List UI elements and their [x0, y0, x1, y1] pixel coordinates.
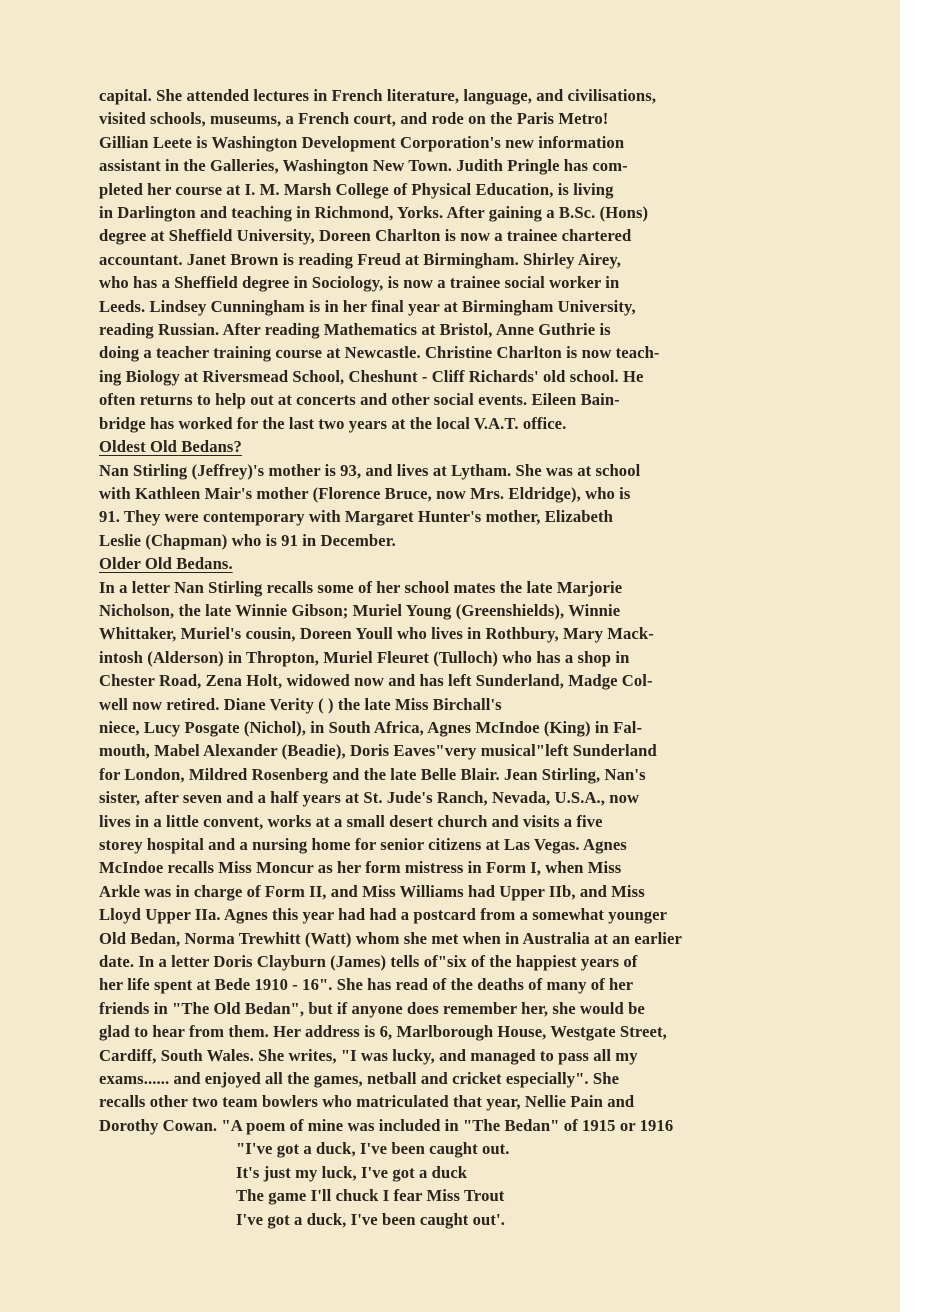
text-line: accountant. Janet Brown is reading Freud at Birmingham. Shirley Airey, — [99, 249, 622, 269]
text-line: degree at Sheffield University, Doreen Charlton is now a trainee chartered — [99, 226, 632, 246]
text-line: Whittaker, Muriel's cousin, Doreen Youll who lives in Rothbury, Mary Mack- — [99, 624, 654, 644]
text-line: her life spent at Bede 1910 - 16". She has read of the deaths of many of her — [99, 975, 634, 995]
poem-line: I've got a duck, I've been caught out'. — [236, 1209, 505, 1229]
article-body — [99, 84, 839, 1231]
text-line: storey hospital and a nursing home for senior citizens at Las Vegas. Agnes — [99, 835, 627, 854]
text-line: Chester Road, Zena Holt, widowed now and has left Sunderland, Madge Col- — [99, 671, 653, 691]
poem-line: It's just my luck, I've got a duck — [236, 1162, 468, 1182]
text-line: who has a Sheffield degree in Sociology, is now a trainee social worker in — [99, 273, 620, 293]
text-line: Dorothy Cowan. "A poem of mine was included in "The Bedan" of 1915 or 1916 — [99, 1115, 674, 1135]
text-line: capital. She attended lectures in French literature, language, and civilisations, — [99, 86, 657, 105]
section-heading-older: Older Old Bedans. — [99, 554, 233, 574]
text-line: Cardiff, South Wales. She writes, "I was lucky, and managed to pass all my — [99, 1045, 638, 1065]
text-line: intosh (Alderson) in Thropton, Muriel Fleuret (Tulloch) who has a shop in — [99, 647, 630, 667]
text-line: sister, after seven and a half years at St. Jude's Ranch, Nevada, U.S.A., now — [99, 788, 640, 808]
text-line: doing a teacher training course at Newcastle. Christine Charlton is now teach- — [99, 343, 660, 363]
text-line: lives in a little convent, works at a small desert church and visits a five — [99, 811, 603, 831]
text-line: well now retired. Diane Verity ( ) the late Miss Birchall's — [99, 694, 502, 714]
text-line: with Kathleen Mair's mother (Florence Bruce, now Mrs. Eldridge), who is — [99, 483, 631, 503]
text-line: friends in "The Old Bedan", but if anyone does remember her, she would be — [99, 998, 645, 1018]
text-line: Leslie (Chapman) who is 91 in December. — [99, 530, 396, 550]
text-line: for London, Mildred Rosenberg and the late Belle Blair. Jean Stirling, Nan's — [99, 764, 646, 784]
text-line: in Darlington and teaching in Richmond, Yorks. After gaining a B.Sc. (Hons) — [99, 203, 649, 223]
text-line: ing Biology at Riversmead School, Cheshunt - Cliff Richards' old school. He — [99, 366, 644, 386]
text-line: exams...... and enjoyed all the games, netball and cricket especially". She — [99, 1069, 620, 1089]
text-line: often returns to help out at concerts and other social events. Eileen Bain- — [99, 390, 620, 410]
text-line: Gillian Leete is Washington Development Corporation's new information — [99, 132, 625, 152]
text-line: McIndoe recalls Miss Moncur as her form mistress in Form I, when Miss — [99, 858, 622, 878]
text-line: glad to hear from them. Her address is 6, Marlborough House, Westgate Street, — [99, 1022, 667, 1042]
text-line: visited schools, museums, a French court, and rode on the Paris Metro! — [99, 109, 609, 129]
poem-line: "I've got a duck, I've been caught out. — [236, 1139, 510, 1159]
text-line: Nan Stirling (Jeffrey)'s mother is 93, and lives at Lytham. She was at school — [99, 460, 641, 480]
paragraph-older — [99, 576, 839, 1138]
paragraph-graduates — [99, 84, 839, 435]
text-line: reading Russian. After reading Mathematics at Bristol, Anne Guthrie is — [99, 320, 611, 340]
text-line: mouth, Mabel Alexander (Beadie), Doris Eaves"very musical"left Sunderland — [99, 741, 657, 761]
section-heading-oldest: Oldest Old Bedans? — [99, 437, 242, 457]
text-line: pleted her course at I. M. Marsh College of Physical Education, is living — [99, 179, 614, 199]
paragraph-oldest — [99, 459, 839, 553]
text-line: bridge has worked for the last two years at the local V.A.T. office. — [99, 413, 567, 433]
text-line: Lloyd Upper IIa. Agnes this year had had a postcard from a somewhat younger — [99, 905, 668, 925]
text-line: Old Bedan, Norma Trewhitt (Watt) whom she met when in Australia at an earlier — [99, 928, 682, 948]
text-line: In a letter Nan Stirling recalls some of her school mates the late Marjorie — [99, 577, 623, 597]
text-line: recalls other two team bowlers who matriculated that year, Nellie Pain and — [99, 1092, 635, 1112]
text-line: assistant in the Galleries, Washington New Town. Judith Pringle has com- — [99, 156, 628, 176]
poem-line: The game I'll chuck I fear Miss Trout — [236, 1186, 505, 1206]
text-line: Arkle was in charge of Form II, and Miss Williams had Upper IIb, and Miss — [99, 881, 645, 901]
text-line: Nicholson, the late Winnie Gibson; Muriel Young (Greenshields), Winnie — [99, 600, 621, 620]
text-line: Leeds. Lindsey Cunningham is in her final year at Birmingham University, — [99, 296, 636, 316]
text-line: 91. They were contemporary with Margaret Hunter's mother, Elizabeth — [99, 507, 613, 527]
text-line: niece, Lucy Posgate (Nichol), in South Africa, Agnes McIndoe (King) in Fal- — [99, 717, 643, 737]
text-line: date. In a letter Doris Clayburn (James) tells of"six of the happiest years of — [99, 952, 638, 972]
poem — [99, 1137, 839, 1231]
